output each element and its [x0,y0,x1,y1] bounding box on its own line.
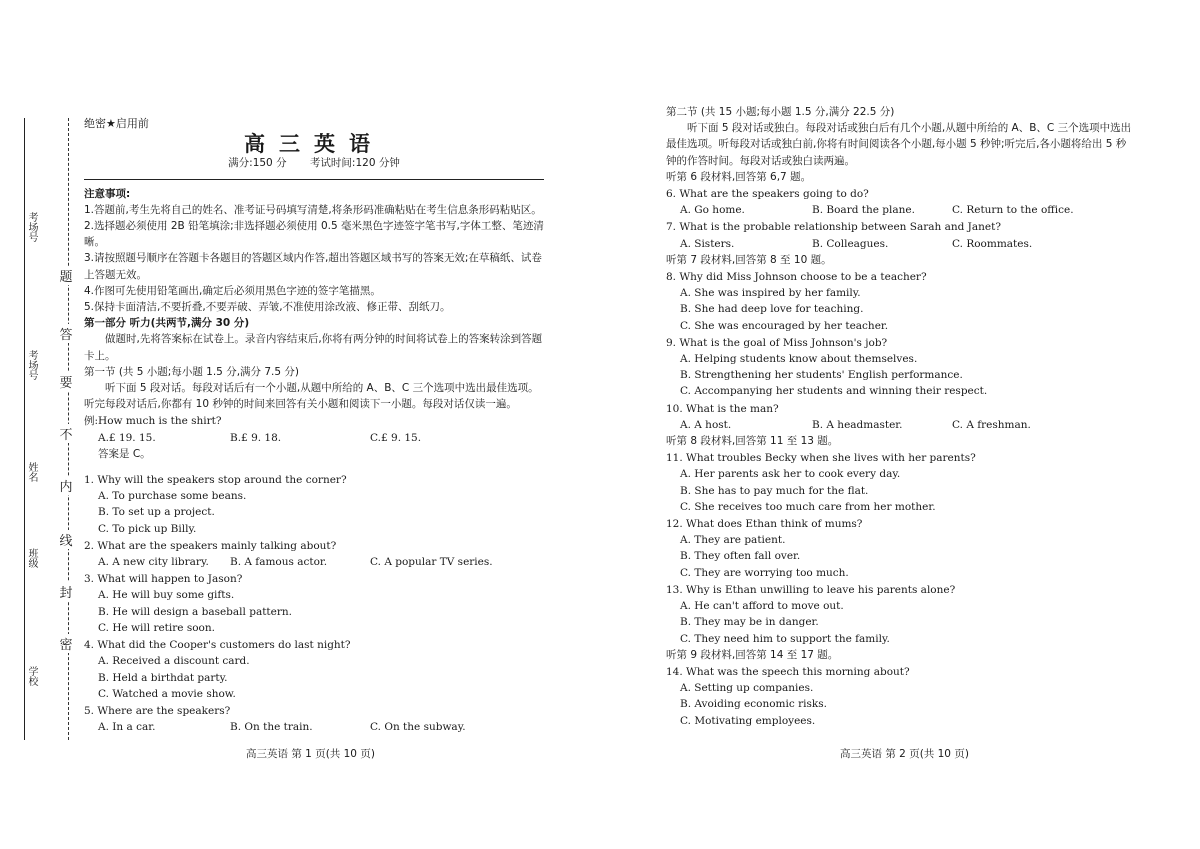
question-stem: 7. What is the probable relationship between Sarah and Janet? [666,221,1001,234]
option: C. A freshman. [952,418,1031,431]
full-score: 满分:150 分 [228,157,287,170]
option: A. He can't afford to move out. [680,600,844,613]
secrecy-label: 绝密★启用前 [84,117,149,130]
binding-field: 姓名 [26,462,37,482]
binding-field: 考场号 [26,350,37,380]
binding-field: 学校 [26,666,37,686]
option: C. A popular TV series. [370,556,493,569]
options-row [666,417,1136,433]
option: C. He will retire soon. [98,621,215,634]
note-item: 1.答题前,考生先将自己的姓名、准考证号码填写清楚,将条形码准确粘贴在考生信息条形码粘贴区。 [84,203,542,216]
material-lead: 听第 7 段材料,回答第 8 至 10 题。 [666,253,832,266]
binding-field: 考场号 [26,212,37,242]
section1-instruction: 听下面 5 段对话。每段对话后有一个小题,从题中所给的 A、B、C 三个选项中选出最佳选项。听完每段对话后,你都有 10 秒钟的时间来回答有关小题和阅读下一小题。每段对话仅读一遍。 [84,382,539,411]
title-divider [84,179,544,180]
option: A. A host. [680,418,732,431]
questions-list [666,169,1136,729]
note-item: 2.选择题必须使用 2B 铅笔填涂;非选择题必须使用 0.5 毫米黑色字迹签字笔书写,字体工整、笔迹清晰。 [84,220,544,249]
question-stem: 11. What troubles Becky when she lives with her parents? [666,452,976,465]
page-1 [84,110,544,735]
options-row [666,202,1136,218]
material-lead: 听第 8 段材料,回答第 11 至 13 题。 [666,435,839,448]
page-2 [666,104,1136,729]
option: B. Board the plane. [812,204,915,217]
exam-title: 高三英语 [244,132,384,157]
questions-list [84,472,544,735]
note-item: 3.请按照题号顺序在答题卡各题目的答题区域内作答,超出答题区域书写的答案无效;在草稿纸、试卷上答题无效。 [84,252,542,281]
option: B. A headmaster. [812,418,903,431]
question-stem: 2. What are the speakers mainly talking about? [84,539,337,552]
option: A. Setting up companies. [680,682,814,695]
notes-heading: 注意事项: [84,187,131,200]
section2-instruction: 听下面 5 段对话或独白。每段对话或独白后有几个小题,从题中所给的 A、B、C 三个选项中选出最佳选项。听每段对话或独白前,你将有时间阅读各个小题,每小题 5 秒钟;听完后,各小题将给出 5 秒钟的作答时间。每段对话或独白读两遍。 [666,122,1132,167]
option: B. They often fall over. [680,550,801,563]
seal-char: 要 [58,372,74,391]
seal-char: 密 [58,634,74,653]
option: C. To pick up Billy. [98,522,197,535]
option: B. A famous actor. [230,556,328,569]
question-stem: 10. What is the man? [666,402,779,415]
question-stem: 12. What does Ethan think of mums? [666,518,863,531]
part1-instruction: 做题时,先将答案标在试卷上。录音内容结束后,你将有两分钟的时间将试卷上的答案转涂到答题卡上。 [84,333,543,362]
option: A. Received a discount card. [98,655,250,668]
question-stem: 9. What is the goal of Miss Johnson's job? [666,336,888,349]
seal-char: 封 [58,582,74,601]
question-stem: 5. Where are the speakers? [84,704,231,717]
question-stem: 14. What was the speech this morning about? [666,665,910,678]
seal-char: 答 [58,324,74,343]
question-stem: 8. Why did Miss Johnson choose to be a teacher? [666,271,927,284]
option: A. She was inspired by her family. [680,287,861,300]
option: C. She was encouraged by her teacher. [680,319,889,332]
note-item: 4.作图可先使用铅笔画出,确定后必须用黑色字迹的签字笔描黑。 [84,284,381,297]
option: B. Held a birthdat party. [98,671,228,684]
option: C. Motivating employees. [680,714,816,727]
score-time [84,155,544,171]
seal-char: 内 [58,476,74,495]
binding-outer-line [24,118,25,740]
option: A. In a car. [98,721,156,734]
option: A. To purchase some beans. [98,490,247,503]
material-lead: 听第 9 段材料,回答第 14 至 17 题。 [666,648,839,661]
option: C. Roommates. [952,237,1033,250]
material-lead: 听第 6 段材料,回答第 6,7 题。 [666,170,812,183]
option: C. Accompanying her students and winning their respect. [680,385,988,398]
option: A. Sisters. [680,237,735,250]
example-question: 例:How much is the shirt? [84,415,222,428]
option: C. Return to the office. [952,204,1074,217]
option: C. They are worrying too much. [680,566,849,579]
option: A. He will buy some gifts. [98,589,235,602]
seal-char: 题 [58,266,74,285]
binding-field: 班级 [26,548,37,568]
option: A.£ 19. 15. [98,431,156,444]
example-options [84,430,544,446]
page-footer: 高三英语 第 2 页(共 10 页) [840,748,969,760]
option: C. She receives too much care from her mother. [680,500,936,513]
option: C. On the subway. [370,721,466,734]
section2-heading: 第二节 (共 15 小题;每小题 1.5 分,满分 22.5 分) [666,106,895,118]
note-item: 5.保持卡面清洁,不要折叠,不要弄破、弄皱,不准使用涂改液、修正带、刮纸刀。 [84,301,451,314]
option: C.£ 9. 15. [370,431,422,444]
question-stem: 6. What are the speakers going to do? [666,188,869,201]
option: B. Strengthening her students' English performance. [680,369,963,382]
option: B. They may be in danger. [680,616,819,629]
option: B. She had deep love for teaching. [680,303,864,316]
option: B. To set up a project. [98,506,215,519]
question-stem: 3. What will happen to Jason? [84,573,243,586]
option: A. Helping students know about themselves. [680,353,918,366]
question-stem: 4. What did the Cooper's customers do last night? [84,639,351,652]
binding-strip [22,118,74,740]
example-answer: 答案是 C。 [98,447,151,460]
option: A. Go home. [680,204,745,217]
option: B. Colleagues. [812,237,889,250]
option: B. Avoiding economic risks. [680,698,827,711]
seal-char: 线 [58,530,74,549]
option: B. He will design a baseball pattern. [98,605,292,618]
question-stem: 1. Why will the speakers stop around the corner? [84,474,347,487]
options-row [666,236,1136,252]
option: B.£ 9. 18. [230,431,282,444]
options-row [84,719,544,735]
option: B. On the train. [230,721,313,734]
seal-char: 不 [58,424,74,443]
option: C. Watched a movie show. [98,687,236,700]
section1-heading: 第一节 (共 5 小题;每小题 1.5 分,满分 7.5 分) [84,365,300,378]
option: A. They are patient. [680,534,786,547]
part1-heading: 第一部分 听力(共两节,满分 30 分) [84,317,250,330]
option: A. A new city library. [98,556,209,569]
question-stem: 13. Why is Ethan unwilling to leave his parents alone? [666,583,956,596]
exam-time: 考试时间:120 分钟 [309,157,400,170]
page-footer: 高三英语 第 1 页(共 10 页) [246,748,375,760]
option: B. She has to pay much for the flat. [680,484,869,497]
option: A. Her parents ask her to cook every day. [680,468,901,481]
option: C. They need him to support the family. [680,632,890,645]
options-row [84,554,544,570]
